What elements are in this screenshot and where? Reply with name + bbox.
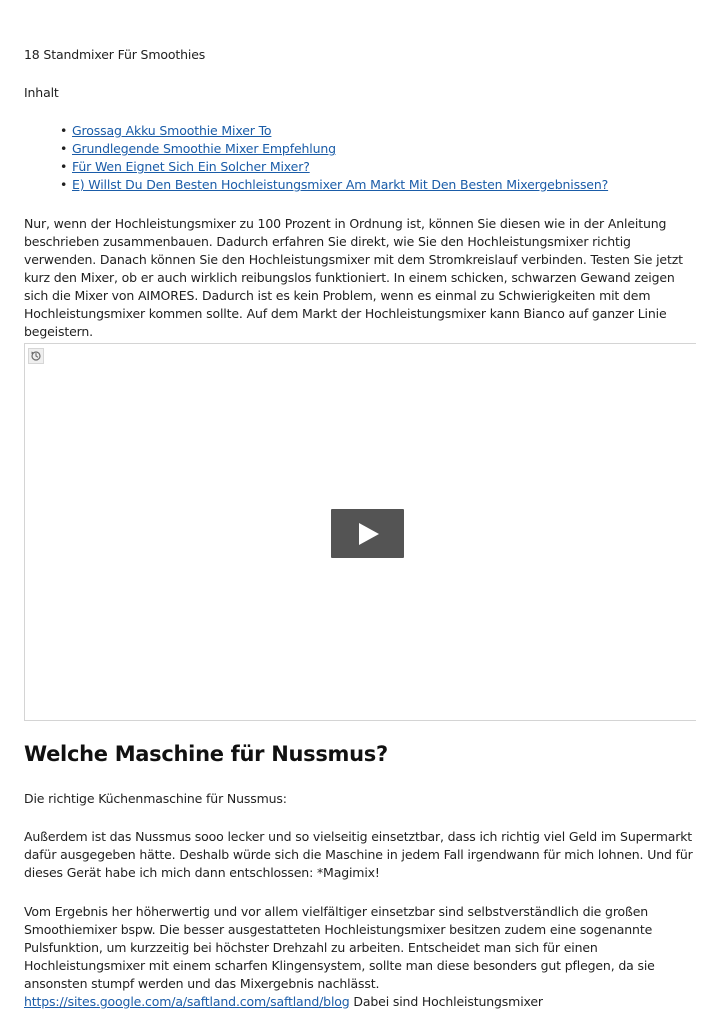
body-paragraph	[24, 903, 696, 1011]
bullet-icon: •	[60, 177, 68, 192]
video-embed[interactable]	[24, 343, 696, 721]
toc-link-grossag[interactable]: Grossag Akku Smoothie Mixer To	[72, 123, 272, 138]
toc-link-fuer-wen[interactable]: Für Wen Eignet Sich Ein Solcher Mixer?	[72, 159, 310, 174]
bullet-icon: •	[60, 123, 68, 138]
toc-link-grundlegende[interactable]: Grundlegende Smoothie Mixer Empfehlung	[72, 141, 336, 156]
body-paragraph: Nur, wenn der Hochleistungsmixer zu 100 Prozent in Ordnung ist, können Sie diesen wie in der Anleitung beschrieben zusammenbauen. Dadurch erfahren Sie direkt, wie Sie den Hochleistungsmixer richtig verwenden. Danach können Sie den Hochleistungsmixer mit dem Stromkreislauf verbinden. Testen Sie jetzt kurz den Mixer, ob er auch wirklich reibungslos funktioniert. In einem schicken, schwarzen Gewand zeigen sich die Mixer von AIMORES. Dadurch ist es kein Problem, wenn es einmal zu Schwierigkeiten mit dem Hochleistungsmixer kommen sollte. Auf dem Markt der Hochleistungsmixer kann Bianco auf ganzer Linie begeistern.	[24, 216, 683, 339]
toc-item	[60, 158, 608, 176]
toc-item	[60, 122, 608, 140]
toc-item	[60, 176, 608, 194]
body-paragraph: Die richtige Küchenmaschine für Nussmus:	[24, 791, 287, 806]
bullet-icon: •	[60, 141, 68, 156]
play-icon	[356, 522, 380, 546]
section-heading: Welche Maschine für Nussmus?	[24, 742, 388, 766]
bullet-icon: •	[60, 159, 68, 174]
document-title: 18 Standmixer Für Smoothies	[24, 47, 206, 62]
inline-link[interactable]: https://sites.google.com/a/saftland.com/saftland/blog	[24, 994, 350, 1009]
watch-later-button[interactable]	[28, 348, 44, 364]
table-of-contents	[60, 122, 608, 194]
paragraph-text: Dabei sind Hochleistungsmixer	[353, 994, 543, 1009]
clock-icon	[31, 351, 41, 361]
paragraph-text: Vom Ergebnis her höherwertig und vor allem vielfältiger einsetzbar sind selbstverständlich die großen Smoothiemixer bspw. Die besser ausgestatteten Hochleistungsmixer besitzen zudem eine sogenannte Pulsfunktion, um kurzzeitig bei höchster Drehzahl zu arbeiten. Entscheidet man sich für einen Hochleistungsmixer mit einem scharfen Klingensystem, sollte man diese besonders gut pflegen, da sie ansonsten stumpf werden und das Mixergebnis nachlässt.	[24, 904, 655, 991]
toc-link-willst-du[interactable]: E) Willst Du Den Besten Hochleistungsmixer Am Markt Mit Den Besten Mixergebnissen?	[72, 177, 609, 192]
toc-heading: Inhalt	[24, 85, 59, 100]
play-button[interactable]	[331, 509, 404, 558]
toc-item	[60, 140, 608, 158]
body-paragraph: Außerdem ist das Nussmus sooo lecker und so vielseitig einsetztbar, dass ich richtig viel Geld im Supermarkt dafür ausgegeben hätte. Deshalb würde sich die Maschine in jedem Fall irgendwann für mich lohnen. Und für dieses Gerät habe ich mich dann entschlossen: *Magimix!	[24, 829, 693, 880]
